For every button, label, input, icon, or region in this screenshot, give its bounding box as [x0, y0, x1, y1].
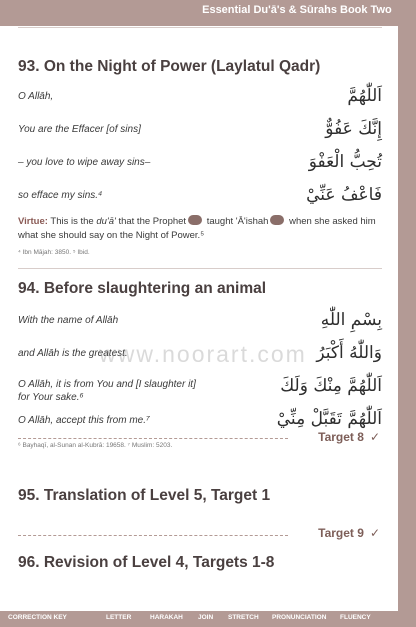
key-pronunciation: PRONUNCIATION	[272, 614, 327, 621]
footnote-4: ⁴ Ibn Mājah: 3850.	[18, 249, 72, 256]
footnote-7: ⁷ Muslim: 5203.	[127, 442, 173, 449]
section-95-title: 95. Translation of Level 5, Target 1	[18, 487, 271, 504]
target-9-label: Target 9	[318, 526, 364, 540]
virtue-term: du'ā'	[96, 216, 116, 227]
key-join: JOIN	[198, 614, 214, 621]
section-96-title: 96. Revision of Level 4, Targets 1-8	[18, 554, 275, 571]
section-94-title: 94. Before slaughtering an animal	[18, 280, 267, 297]
s93-footnote	[18, 249, 90, 256]
s94-footnote	[18, 442, 172, 449]
s94-line-4-arabic: اَللّٰهُمَّ تَقَبَّلْ مِنِّيْ	[276, 409, 382, 429]
correction-key-bar	[0, 612, 416, 626]
check-icon: ✓	[369, 526, 380, 540]
s93-line-3-arabic: تُحِبُّ الْعَفْوَ	[308, 152, 382, 172]
salutation-icon	[270, 215, 284, 225]
divider	[18, 268, 382, 269]
key-harakah: HARAKAH	[150, 614, 183, 621]
virtue-text: when she asked him what she should say on the Night of Power.⁵	[18, 216, 376, 241]
target-8-label: Target 8	[318, 430, 364, 444]
s93-line-2-english: You are the Effacer [of sins]	[18, 124, 141, 135]
s94-line-1-arabic: بِسْمِ اللّٰهِ	[320, 310, 382, 330]
divider	[18, 27, 382, 28]
salutation-icon	[188, 215, 202, 225]
s94-line-4-english: O Allāh, accept this from me.⁷	[18, 415, 150, 426]
s94-line-2-arabic: وَاللّٰهُ أَكْبَرُ	[316, 343, 382, 363]
header-bar	[0, 0, 416, 26]
target-9-badge	[318, 526, 380, 540]
section-93-title: 93. On the Night of Power (Laylatul Qadr)	[18, 58, 321, 75]
s93-line-4-arabic: فَاعْفُ عَنِّيْ	[306, 185, 382, 205]
watermark: www.noorart.com	[99, 341, 307, 367]
running-header	[202, 4, 410, 16]
target-8-badge	[318, 430, 380, 444]
footnote-6: ⁶ Bayhaqī, al-Sunan al-Kubrā: 19658.	[18, 442, 126, 449]
key-stretch: STRETCH	[228, 614, 259, 621]
s93-line-2-arabic: إِنَّكَ عَفُوٌّ	[325, 119, 382, 139]
key-letter: LETTER	[106, 614, 132, 621]
s93-virtue	[18, 215, 378, 243]
virtue-text: This is the	[47, 216, 97, 227]
s93-line-3-english: – you love to wipe away sins–	[18, 157, 151, 168]
check-icon: ✓	[369, 430, 380, 444]
virtue-label: Virtue:	[18, 216, 48, 227]
correction-key-label: CORRECTION KEY	[8, 614, 67, 621]
s93-line-1-arabic: اَللّٰهُمَّ	[347, 86, 382, 106]
target-divider	[18, 535, 288, 536]
s93-line-4-english: so efface my sins.⁴	[18, 190, 103, 201]
target-divider	[18, 438, 288, 439]
virtue-text: taught 'Ā'ishah	[204, 216, 269, 227]
s94-line-3-english: O Allāh, it is from You and [I slaughter it] for Your sake.⁶	[18, 379, 196, 403]
page-edge-right	[398, 0, 416, 627]
footnote-5: ⁵ Ibid.	[72, 249, 90, 256]
page-body	[8, 26, 398, 611]
virtue-text: that the Prophet	[115, 216, 187, 227]
s94-line-1-english: With the name of Allāh	[18, 315, 119, 326]
book-title: Essential Du'ā's & Sūrahs Book Two	[202, 4, 392, 16]
s94-line-2-english: and Allāh is the greatest.	[18, 348, 128, 359]
s94-line-3-arabic: اَللّٰهُمَّ مِنْكَ وَلَكَ	[280, 376, 382, 396]
s93-line-1-english: O Allāh,	[18, 91, 54, 102]
key-fluency: FLUENCY	[340, 614, 371, 621]
